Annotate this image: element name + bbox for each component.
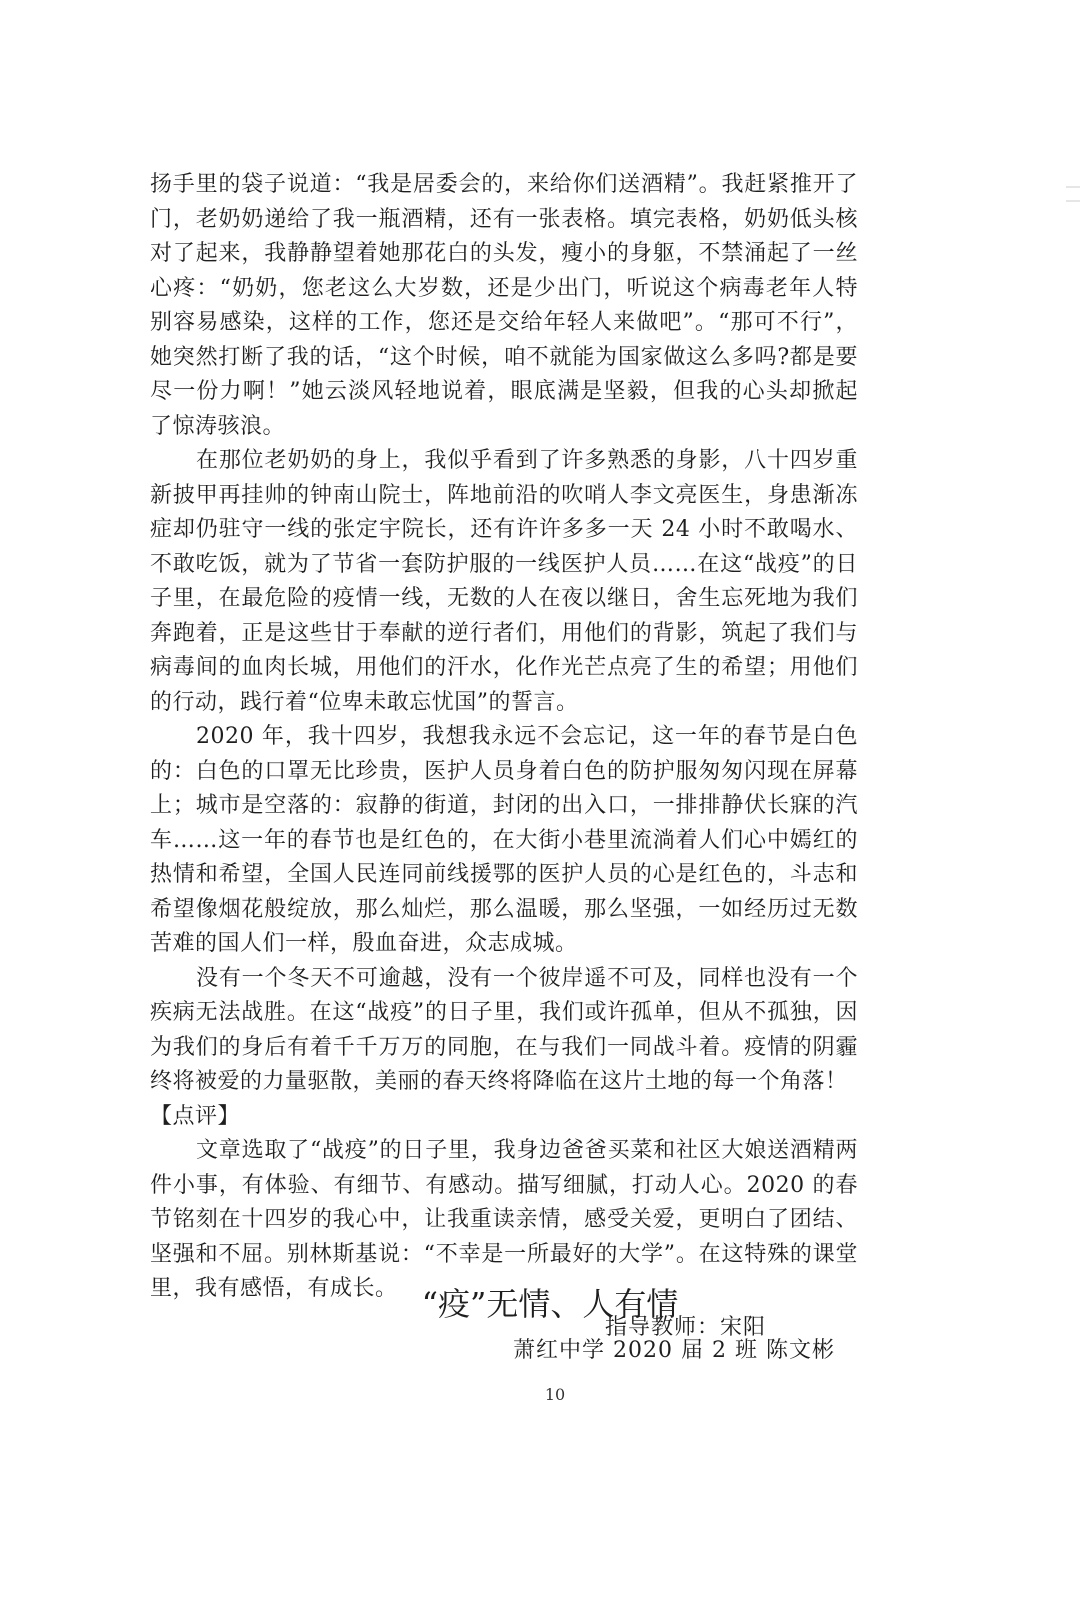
page-number: 10	[544, 1385, 566, 1404]
scan-edge-mark	[1066, 200, 1080, 202]
paragraph-1: 扬手里的袋子说道：“我是居委会的，来给你们送酒精”。我赶紧推开了门，老奶奶递给了我一瓶酒精，还有一张表格。填完表格，奶奶低头核对了起来，我静静望着她那花白的头发，瘦小的身躯，不禁涌起了一丝心疼：“奶奶，您老这么大岁数，还是少出门，听说这个病毒老年人特别容易感染，这样的工作，您还是交给年轻人来做吧”。“那可不行”，她突然打断了我的话，“这个时候，咱不就能为国家做这么多吗?都是要尽一份力啊！”她云淡风轻地说着，眼底满是坚毅，但我的心头却掀起了惊涛骇浪。	[150, 172, 858, 439]
next-article-byline: 萧红中学 2020 届 2 班 陈文彬	[513, 1338, 835, 1363]
paragraph-3: 2020 年，我十四岁，我想我永远不会忘记，这一年的春节是白色的：白色的口罩无比珍贵，医护人员身着白色的防护服匆匆闪现在屏幕上；城市是空落的：寂静的街道，封闭的出入口，一排排静伏长寐的汽车……这一年的春节也是红色的，在大街小巷里流淌着人们心中嫣红的热情和希望，全国人民连同前线援鄂的医护人员的心是红色的，斗志和希望像烟花般绽放，那么灿烂，那么温暖，那么坚强，一如经历过无数苦难的国人们一样，殷血奋进，众志成城。	[150, 724, 858, 956]
article-body	[150, 168, 858, 1345]
paragraph-2: 在那位老奶奶的身上，我似乎看到了许多熟悉的身影，八十四岁重新披甲再挂帅的钟南山院士，阵地前沿的吹哨人李文亮医生，身患渐冻症却仍驻守一线的张定宇院长，还有许许多多一天 24 小时不敢喝水、不敢吃饭，就为了节省一套防护服的一线医护人员……在这“战疫”的日子里，在最危险的疫情一线，无数的人在夜以继日，舍生忘死地为我们奔跑着，正是这些甘于奉献的逆行者们，用他们的背影，筑起了我们与病毒间的血肉长城，用他们的汗水，化作光芒点亮了生的希望；用他们的行动，践行着“位卑未敢忘忧国”的誓言。	[150, 448, 858, 715]
scan-edge-mark	[1066, 186, 1080, 188]
paragraph-4: 没有一个冬天不可逾越，没有一个彼岸遥不可及，同样也没有一个疾病无法战胜。在这“战疫”的日子里，我们或许孤单，但从不孤独，因为我们的身后有着千千万万的同胞，在与我们一同战斗着。疫情的阴霾终将被爱的力量驱散，美丽的春天终将降临在这片土地的每一个角落！	[150, 965, 858, 1094]
comment-heading: 【点评】	[150, 1103, 241, 1129]
next-article-title: “疫”无情、人有情	[421, 1285, 679, 1323]
teacher-signature: 指导教师：宋阳	[604, 1314, 766, 1340]
comment-text: 文章选取了“战疫”的日子里，我身边爸爸买菜和社区大娘送酒精两件小事，有体验、有细节、有感动。描写细腻，打动人心。2020 的春节铭刻在十四岁的我心中，让我重读亲情，感受关爱，更明白了团结、坚强和不屈。别林斯基说：“不幸是一所最好的大学”。在这特殊的课堂里，我有感悟，有成长。	[150, 1138, 858, 1301]
